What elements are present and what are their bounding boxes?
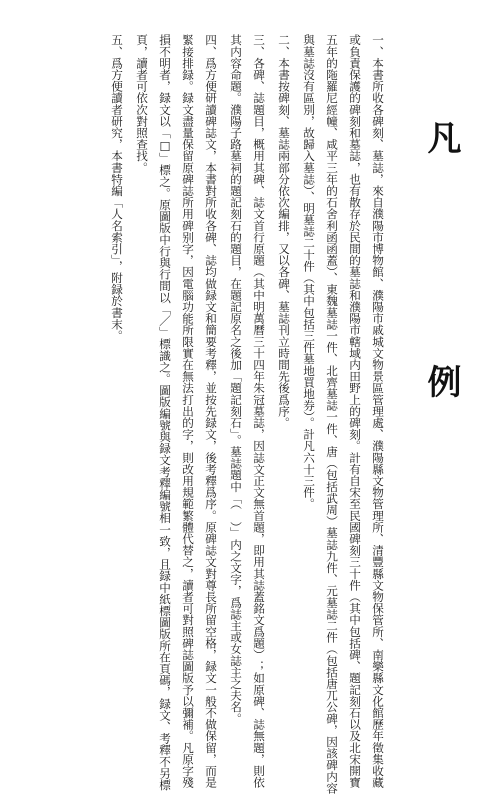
guideline-item-3: 三、各碑、誌題目，概用其碑、誌文首行原題（其中明萬曆三十四年朱冠墓誌，因誌文正文無首題，即用其誌蓋銘文爲題）；如原碑、誌無題，則依其内容命題。濮陽子路墓祠的題記刻石的題目，在題記原名之後加「題記刻石」。墓誌題中「（ ）」内之文字，爲誌主或女誌主之夫名。 xyxy=(229,34,266,788)
guidelines-body xyxy=(0,34,389,794)
guideline-item-2: 二、本書按碑刻、墓誌兩部分依次編排，又以各碑、墓誌刊立時間先後爲序。 xyxy=(277,34,291,429)
guideline-item-1: 一、本書所收各碑刻、墓誌，來自濮陽市博物館、濮陽市戚城文物景區管理處、濮陽縣文物管理所、清豐縣文物保管所、南樂縣文化館歷年徵集收藏或負責保護的碑刻和墓誌，也有散存於民間的墓誌和濮陽市轄域内田野上的碑刻。計有自宋至民國碑刻三十件（其中包括碑、題記刻石以及北宋開寶五年的陁羅尼經幢、咸平三年的石舍利函函蓋）、東魏墓誌一件、北齊墓誌一件、唐（包括武周）墓誌九件、元墓誌二件（包括唐兀公碑，因該碑内容與墓誌沒有區別，故歸入墓誌）、明墓誌二十件（其中包括三件墓地買地券）。計凡六十三件。 xyxy=(302,34,385,794)
page-title: 凡 例 xyxy=(421,120,461,486)
guideline-item-4: 四、爲方便研讀碑誌文，本書對所收各碑、誌均做録文和簡要考釋，並按先録文，後考釋爲序。原碑誌文對尊長所留空格，録文一般不做保留，而是緊接排録。録文盡量保留原碑誌所用碑别字，因電腦功能所限實在無法打出的字，則改用規範繁體代替之，讀者可對照碑誌圖版予以彌補。凡原字殘損不明者，録文以「□」標之。原圖版中行與行間以「／」標識之。圖版編號與録文考釋編號相一致，且録中紙標圖版所在頁碼，録文、考釋不另標頁，讀者可依次對照查找。 xyxy=(135,34,218,791)
guideline-item-5: 五、爲方便讀者研究，本書特編「人名索引」，附録於書末。 xyxy=(110,34,124,342)
